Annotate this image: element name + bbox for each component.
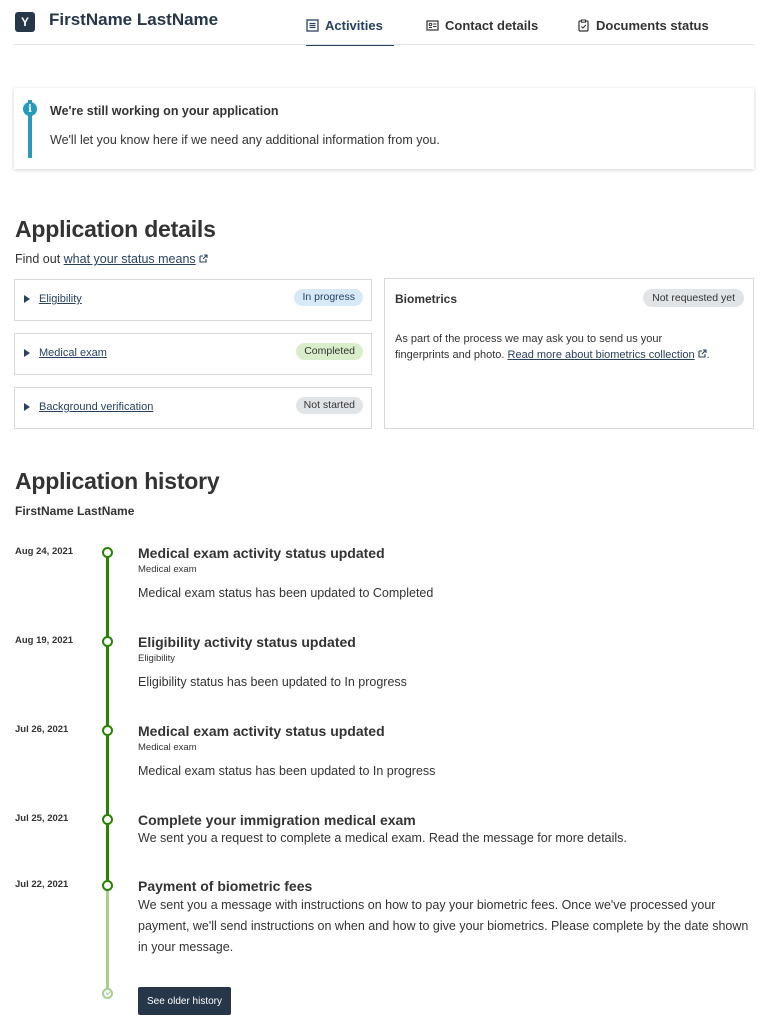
status-card-background-verification[interactable]	[14, 387, 372, 429]
event-title: Payment of biometric fees	[138, 878, 313, 894]
tab-contact-details-label: Contact details	[445, 18, 539, 33]
history-applicant-name: FirstName LastName	[15, 504, 135, 518]
application-history-heading: Application history	[15, 468, 220, 494]
biometrics-description	[395, 332, 715, 363]
event-subtitle: Medical exam	[138, 742, 197, 753]
event-date: Jul 22, 2021	[15, 879, 69, 890]
event-date: Jul 25, 2021	[15, 813, 69, 824]
event-subtitle: Eligibility	[138, 653, 175, 664]
external-link-icon	[698, 349, 707, 358]
status-card-medical-exam[interactable]	[14, 333, 372, 375]
external-link-icon	[199, 254, 208, 263]
event-description: Medical exam status has been updated to Completed	[138, 586, 434, 600]
biometrics-read-more-link[interactable]: Read more about biometrics collection	[507, 348, 695, 361]
event-description: Medical exam status has been updated to In progress	[138, 764, 436, 778]
info-notice	[14, 88, 754, 169]
status-badge: Completed	[296, 343, 363, 360]
event-description: We sent you a message with instructions on how to pay your biometric fees. Once we've processed your payment, we'll send instructions on when and how to give your biometrics. Please complete by the date shown in your message.	[138, 898, 749, 954]
biometrics-title: Biometrics	[395, 292, 458, 306]
event-title: Eligibility activity status updated	[138, 634, 356, 650]
find-out-prefix: Find out	[15, 252, 64, 266]
status-card-label[interactable]: Background verification	[39, 401, 154, 413]
timeline-dot	[102, 725, 113, 736]
timeline-dot	[102, 547, 113, 558]
expand-arrow-icon	[24, 403, 30, 411]
tab-activities-label: Activities	[325, 18, 383, 33]
notice-title: We're still working on your application	[50, 104, 279, 118]
event-title: Medical exam activity status updated	[138, 723, 385, 739]
event-title: Complete your immigration medical exam	[138, 812, 416, 828]
application-details-heading: Application details	[15, 216, 216, 242]
tab-documents-status-label: Documents status	[596, 18, 709, 33]
event-date: Aug 24, 2021	[15, 546, 74, 557]
timeline-line	[106, 551, 109, 885]
status-help-line	[15, 252, 208, 266]
biometrics-suffix: .	[706, 348, 710, 361]
status-card-label[interactable]: Eligibility	[39, 293, 82, 305]
list-icon	[306, 19, 319, 32]
event-date: Aug 19, 2021	[15, 635, 74, 646]
biometrics-card	[384, 278, 754, 429]
event-description: Eligibility status has been updated to In progress	[138, 675, 407, 689]
tab-activities[interactable]	[306, 18, 394, 46]
status-card-eligibility[interactable]	[14, 279, 372, 321]
info-icon: i	[23, 102, 37, 116]
see-older-history-button[interactable]: See older history	[138, 987, 231, 1015]
event-title: Medical exam activity status updated	[138, 545, 385, 561]
event-description: We sent you a request to complete a medical exam. Read the message for more details.	[138, 831, 627, 845]
status-card-label[interactable]: Medical exam	[39, 347, 107, 359]
timeline-dot	[102, 636, 113, 647]
biometrics-text: As part of the process we may ask you to send us your fingerprints and photo.	[395, 333, 663, 361]
user-name: FirstName LastName	[49, 10, 219, 29]
timeline-end-check-icon	[102, 988, 113, 999]
notice-text: We'll let you know here if we need any additional information from you.	[50, 133, 440, 147]
status-badge: Not started	[296, 397, 363, 414]
expand-arrow-icon	[24, 295, 30, 303]
status-badge: Not requested yet	[643, 289, 744, 307]
expand-arrow-icon	[24, 349, 30, 357]
header-divider	[14, 44, 754, 45]
status-meaning-link[interactable]: what your status means	[63, 252, 196, 266]
top-header	[0, 0, 768, 46]
timeline-line-older	[106, 885, 109, 993]
event-date: Jul 26, 2021	[15, 724, 69, 735]
tab-documents-status[interactable]	[577, 18, 709, 44]
event-subtitle: Medical exam	[138, 564, 197, 575]
timeline-dot	[102, 814, 113, 825]
avatar: Y	[15, 12, 35, 32]
status-badge: In progress	[294, 289, 363, 306]
clipboard-icon	[577, 19, 590, 32]
tab-contact-details[interactable]	[426, 18, 538, 44]
contact-card-icon	[426, 19, 439, 32]
timeline-dot	[102, 880, 113, 891]
